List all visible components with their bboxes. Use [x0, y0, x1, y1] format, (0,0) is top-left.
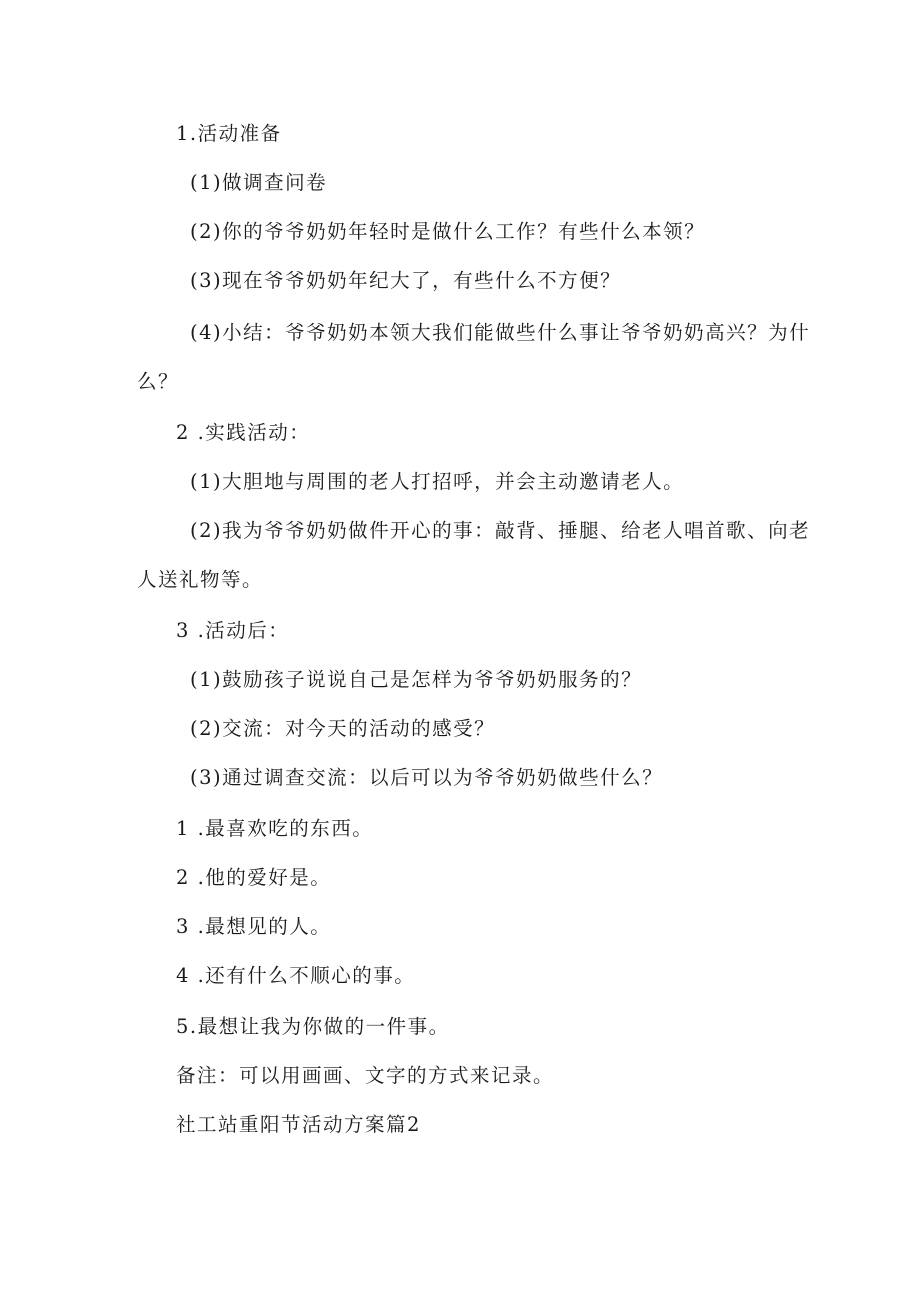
section-heading-practice: 2 .实践活动：	[176, 421, 311, 444]
list-item: (2)我为爷爷奶奶做件开心的事：敲背、捶腿、给老人唱首歌、向老	[190, 519, 811, 542]
list-item: (3)通过调查交流：以后可以为爷爷奶奶做些什么？	[190, 766, 664, 789]
list-item: (2)你的爷爷奶奶年轻时是做什么工作？有些什么本领？	[190, 220, 706, 243]
questionnaire-item: 3 .最想见的人。	[176, 915, 332, 938]
list-item: (1)鼓励孩子说说自己是怎样为爷爷奶奶服务的？	[190, 668, 643, 691]
list-item: (2)交流：对今天的活动的感受？	[190, 717, 496, 740]
list-item-continuation: 么？	[137, 370, 180, 393]
next-section-title: 社工站重阳节活动方案篇2	[176, 1113, 421, 1136]
list-item: (4)小结：爷爷奶奶本领大我们能做些什么事让爷爷奶奶高兴？为什	[190, 321, 811, 344]
list-item: (1)做调查问卷	[190, 171, 328, 194]
questionnaire-item: 2 .他的爱好是。	[176, 866, 332, 889]
list-item: (3)现在爷爷奶奶年纪大了，有些什么不方便？	[190, 269, 622, 292]
list-item-continuation: 人送礼物等。	[137, 568, 264, 591]
questionnaire-item: 4 .还有什么不顺心的事。	[176, 964, 416, 987]
list-item: (1)大胆地与周围的老人打招呼，并会主动邀请老人。	[190, 470, 685, 493]
note-text: 备注：可以用画画、文字的方式来记录。	[176, 1064, 555, 1087]
section-heading-after-activity: 3 .活动后：	[176, 619, 290, 642]
section-heading-activity-prep: 1.活动准备	[176, 122, 282, 145]
questionnaire-item: 5.最想让我为你做的一件事。	[176, 1015, 450, 1038]
questionnaire-item: 1 .最喜欢吃的东西。	[176, 817, 374, 840]
